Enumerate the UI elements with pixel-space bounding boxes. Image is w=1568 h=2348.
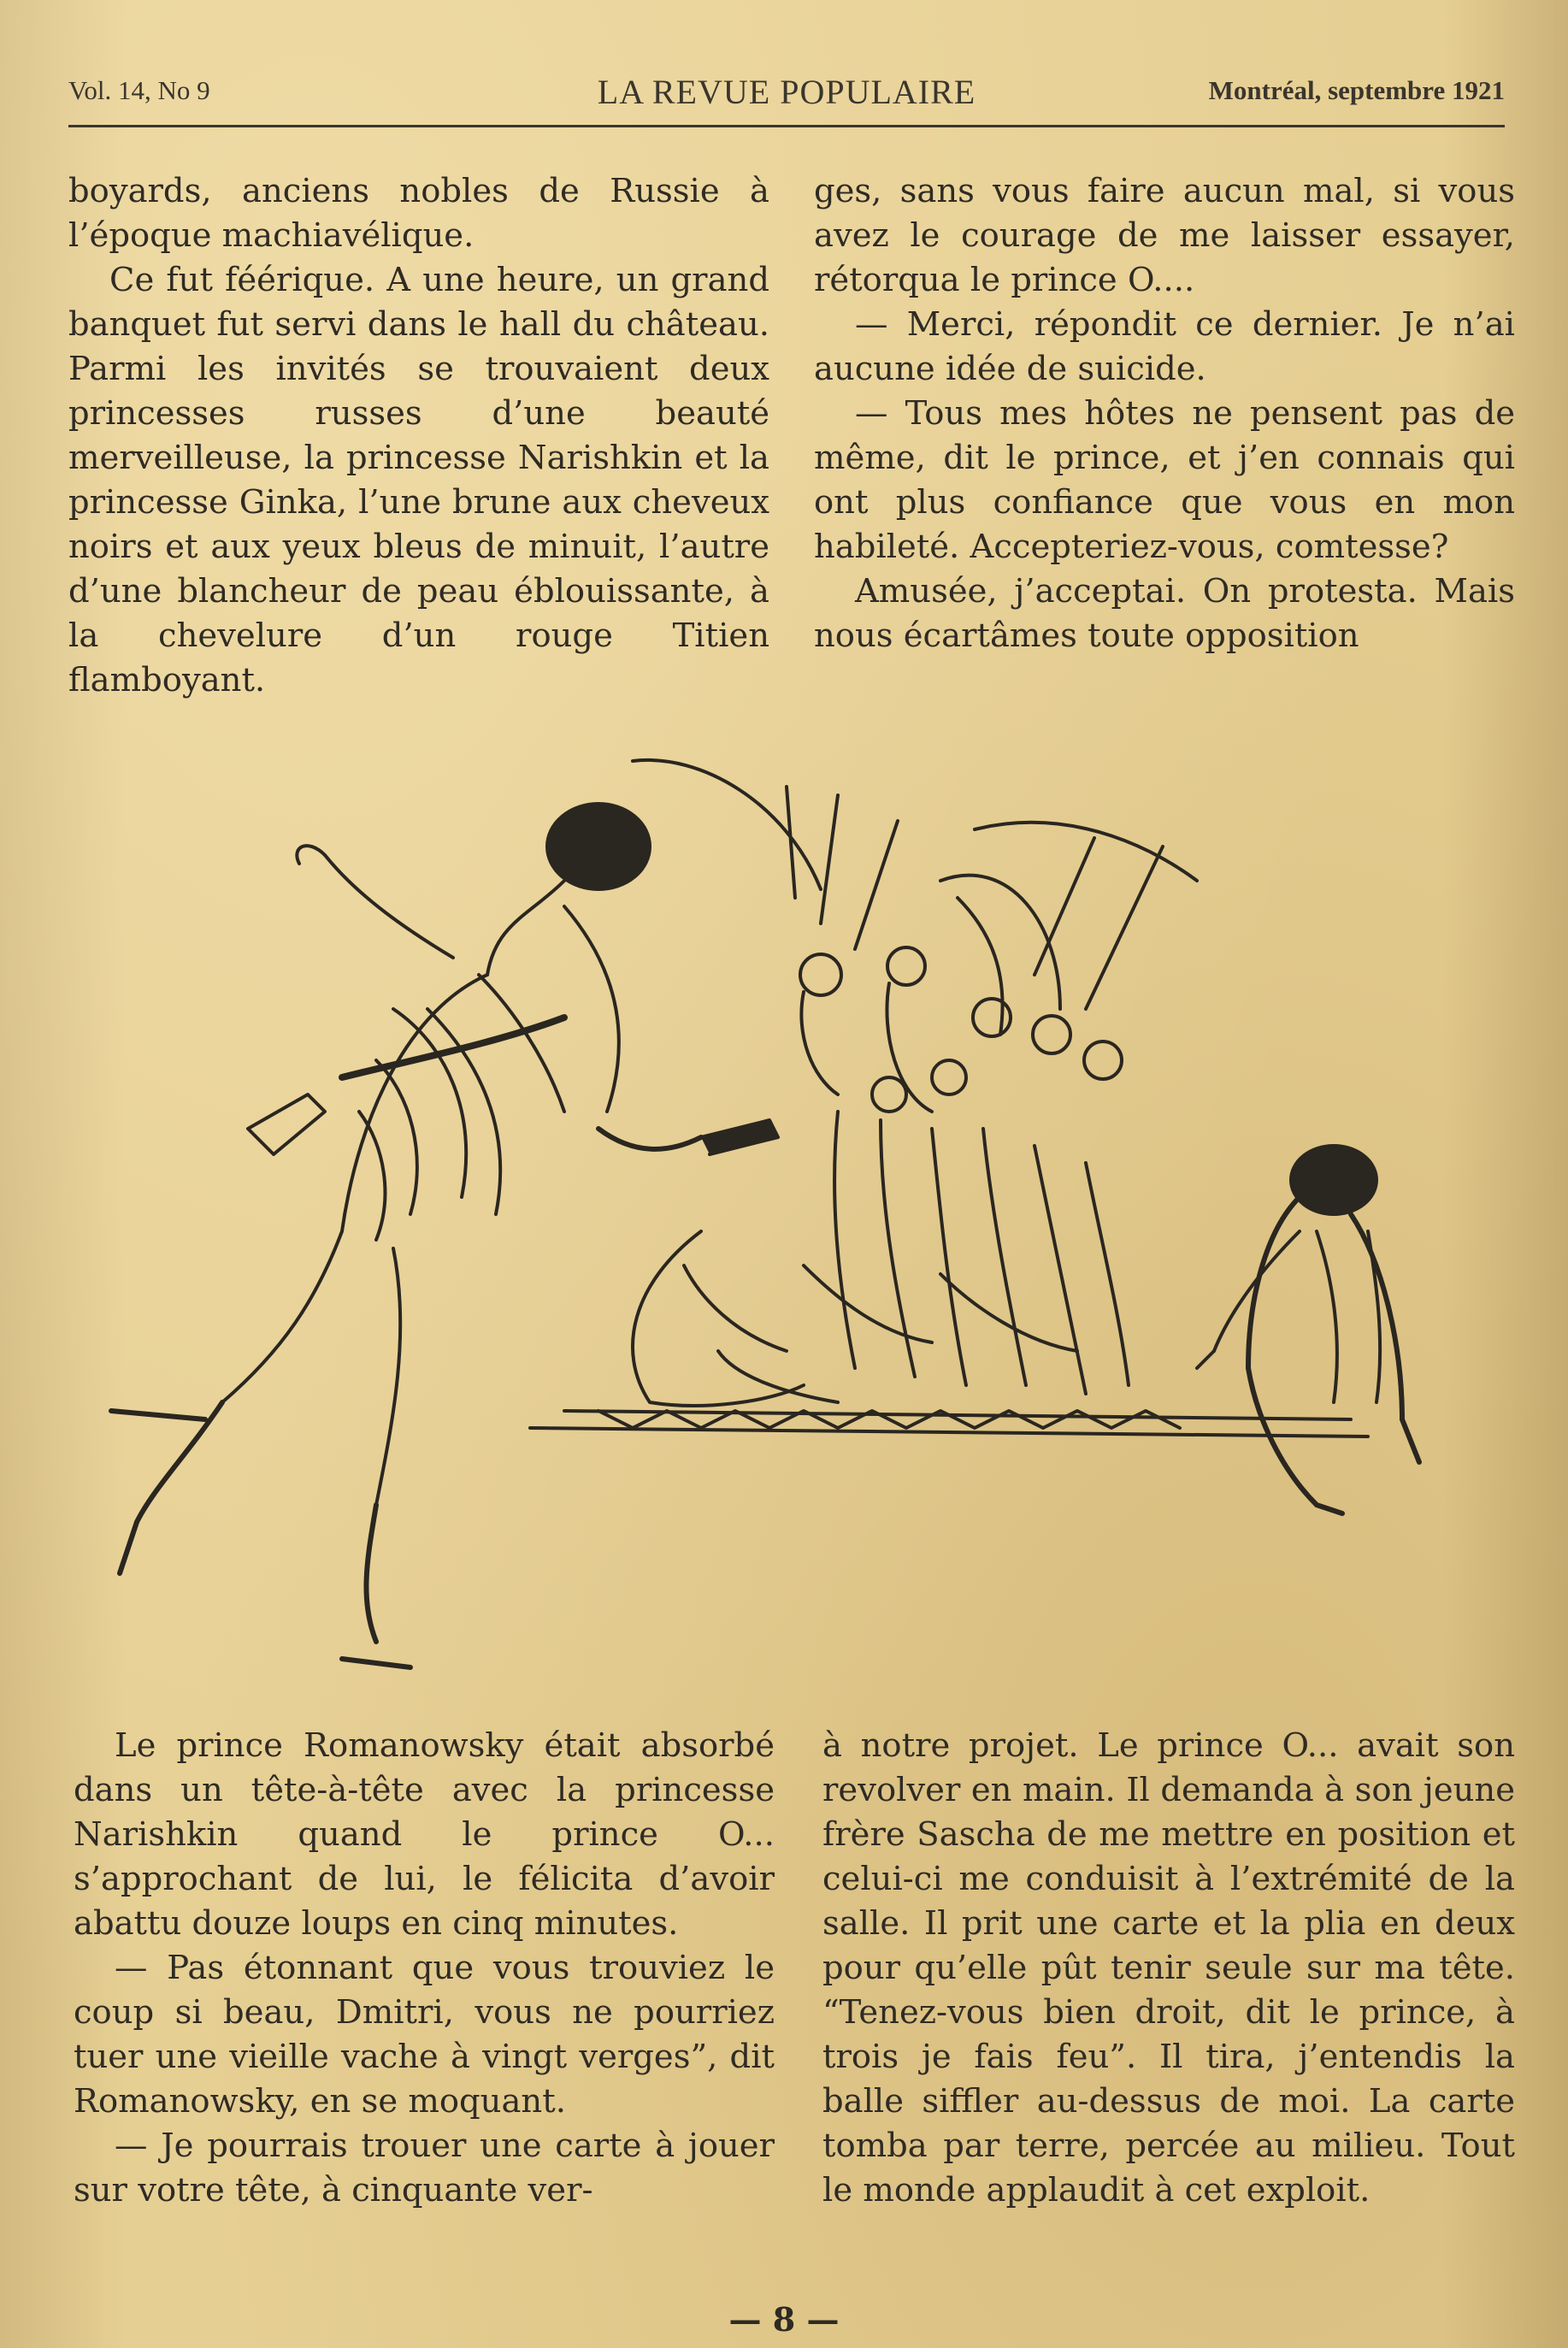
- illustration-duel-scene: [85, 752, 1505, 1693]
- paragraph: ges, sans vous faire aucun mal, si vous avez le courage de me laisser essayer, rétorqua le prince O....: [814, 172, 1515, 299]
- text-column-top-left: [68, 169, 769, 703]
- place-date: Montréal, septembre 1921: [1208, 75, 1505, 105]
- paragraph: à notre projet. Le prince O... avait son revolver en main. Il demanda à son jeune frère Sascha de me mettre en position et celui-ci me conduisit à l’extrémité de la salle. Il prit une carte et la plia en deux pour qu’elle pût tenir seule sur ma tête. “Tenez-vous bien droit, dit le prince, à trois je fais feu”. Il tira, j’entendis la balle siffler au-dessus de moi. La carte tomba par terre, percée au milieu. Tout le monde applaudit à cet exploit.: [822, 1726, 1515, 2209]
- paragraph: — Pas étonnant que vous trouviez le coup si beau, Dmitri, vous ne pourriez tuer une vieille vache à vingt verges”, dit Romanowsky, en se moquant.: [74, 1949, 775, 2121]
- magazine-title: LA REVUE POPULAIRE: [597, 73, 976, 111]
- text-column-bottom-left: [74, 1724, 775, 2213]
- paragraph: Ce fut féérique. A une heure, un grand banquet fut servi dans le hall du château. Parmi les invités se trouvaient deux princesses russes d’une beauté merveilleuse, la princesse Narishkin et la princesse Ginka, l’une brune aux cheveux noirs et aux yeux bleus de minuit, l’autre d’une blancheur de peau éblouissante, à la chevelure d’un rouge Titien flamboyant.: [68, 261, 769, 699]
- text-column-top-right: [814, 169, 1515, 658]
- paragraph: — Merci, répondit ce dernier. Je n’ai aucune idée de suicide.: [814, 305, 1515, 388]
- text-column-bottom-right: [822, 1724, 1515, 2213]
- running-header: [68, 75, 1505, 118]
- paragraph: — Tous mes hôtes ne pensent pas de même, dit le prince, et j’en connais qui ont plus confiance que vous en mon habileté. Accepteriez-vous, comtesse?: [814, 394, 1515, 566]
- paragraph: — Je pourrais trouer une carte à jouer sur votre tête, à cinquante ver-: [74, 2127, 775, 2209]
- paragraph: Le prince Romanowsky était absorbé dans un tête-à-tête avec la princesse Narishkin quand le prince O... s’approchant de lui, le félicita d’avoir abattu douze loups en cinq minutes.: [74, 1726, 775, 1943]
- paragraph: Amusée, j’acceptai. On protesta. Mais nous écartâmes toute opposition: [814, 572, 1515, 655]
- header-rule: [68, 125, 1505, 127]
- page-number: — 8 —: [728, 2300, 840, 2339]
- volume-number: Vol. 14, No 9: [68, 75, 210, 105]
- paragraph: boyards, anciens nobles de Russie à l’époque machiavélique.: [68, 172, 769, 255]
